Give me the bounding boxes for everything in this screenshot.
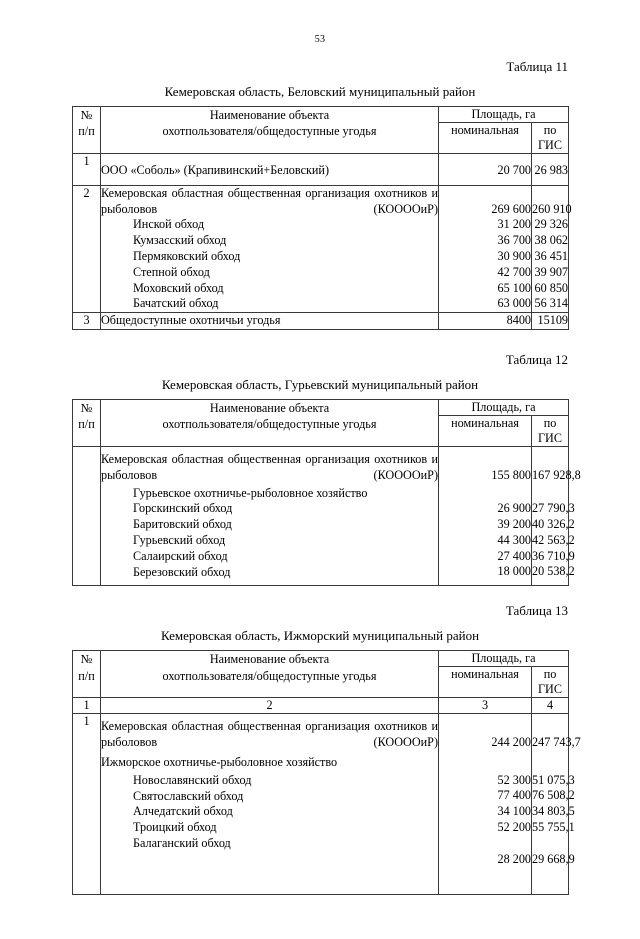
value-spacer — [532, 186, 568, 202]
table-caption-title: Кемеровская область, Ижморский муниципальный район — [160, 628, 480, 644]
row-name-group — [101, 185, 439, 312]
value-spacer — [439, 836, 531, 852]
table-row — [73, 154, 569, 186]
sub-row-name: Баритовский обход — [133, 517, 232, 532]
sub-row-name: Святославский обход — [133, 788, 244, 803]
row-group-label: Гурьевское охотничье-рыболовное хозяйство — [133, 485, 368, 500]
sub-row-name: Горскинский обход — [133, 501, 233, 516]
row-gis-group — [532, 185, 572, 312]
header-gis-cell: по ГИС — [532, 123, 569, 154]
header-gis-cell: по ГИС — [532, 667, 569, 698]
section-gap — [0, 586, 640, 603]
sub-row-nominal: 26 900 — [497, 501, 531, 516]
value-spacer — [439, 486, 531, 502]
row-number: 1 — [73, 154, 101, 186]
header-num-line1: № — [80, 108, 93, 122]
header-num-line1: № — [80, 401, 93, 416]
header-gis-cell: по ГИС — [532, 416, 569, 447]
sub-row-nominal: 18 000 — [497, 564, 531, 579]
table-caption-number: Таблица 12 — [505, 352, 568, 368]
table-caption-number: Таблица 11 — [506, 59, 568, 74]
row-nominal: 20 700 — [439, 154, 532, 186]
sub-row-nominal: 27 400 — [497, 548, 531, 563]
sub-row-nominal: 52 300 — [497, 772, 531, 787]
document-page — [0, 34, 640, 939]
row-nominal: 269 600 — [491, 201, 531, 216]
sub-row-nominal: 42 700 — [497, 264, 531, 279]
row-nominal-group — [439, 185, 532, 312]
table-block-12 — [72, 352, 581, 586]
row-gis: 167 928,8 — [532, 467, 581, 482]
sub-row-name: Балаганский обход — [133, 836, 231, 851]
value-spacer — [439, 452, 531, 468]
sub-row-nominal: 28 200 — [497, 851, 531, 866]
table-12 — [72, 399, 581, 586]
sub-row-name: Бачатский обход — [133, 296, 219, 311]
sub-row-gis: 36 710,9 — [532, 548, 575, 563]
header-name-line2: охотпользователя/общедоступные угодья — [162, 124, 377, 139]
sub-row-name: Моховский обход — [133, 280, 224, 295]
value-spacer — [439, 719, 531, 735]
table-11 — [72, 106, 572, 330]
sub-row-name: Гурьевский обход — [133, 533, 226, 548]
sub-row-nominal: 31 200 — [497, 217, 531, 232]
sub-row-gis: 38 062 — [534, 233, 569, 248]
row-gis: 260 910 — [532, 201, 572, 216]
header-name-line1: Наименование объекта — [209, 652, 330, 667]
row-name-group — [101, 447, 439, 586]
row-number: 3 — [73, 313, 101, 330]
sub-row-name: Троицкий обход — [133, 820, 217, 835]
table-column-index-row — [73, 698, 569, 714]
header-num-cell — [73, 107, 101, 154]
page-number: 53 — [314, 34, 326, 45]
table-header-row — [73, 651, 569, 667]
table-row — [73, 714, 569, 894]
table-block-13 — [72, 603, 581, 894]
sub-row-gis: 39 907 — [534, 264, 569, 279]
header-area-cell: Площадь, га — [439, 107, 569, 123]
column-index: 1 — [73, 698, 101, 714]
header-area-cell: Площадь, га — [439, 400, 569, 416]
sub-row-gis: 42 563,2 — [532, 532, 575, 547]
sub-row-gis: 27 790,3 — [532, 501, 575, 516]
value-spacer — [532, 836, 568, 852]
table-caption-title: Кемеровская область, Беловский муниципальный район — [164, 84, 476, 99]
column-index: 3 — [439, 698, 532, 714]
sub-row-gis: 51 075,3 — [532, 772, 575, 787]
row-name: Кемеровская областная общественная организация охотников и рыболовов (КООООиР) — [101, 185, 438, 216]
value-spacer — [439, 755, 531, 771]
header-num-line2: п/п — [78, 417, 95, 432]
table-block-11 — [72, 59, 572, 330]
header-name-line2: охотпользователя/общедоступные угодья — [162, 417, 377, 432]
table-caption-title: Кемеровская область, Гурьевский муниципальный район — [161, 377, 479, 393]
table-row — [73, 313, 569, 330]
sub-row-name: Салаирский обход — [133, 548, 228, 563]
header-area-cell: Площадь, га — [439, 651, 569, 667]
sub-row-nominal: 30 900 — [497, 248, 531, 263]
row-number: 1 — [73, 714, 101, 894]
sub-row-nominal: 34 100 — [497, 804, 531, 819]
value-spacer — [532, 486, 568, 502]
row-gis: 247 743,7 — [532, 735, 581, 750]
sub-row-name: Пермяковский обход — [133, 249, 241, 264]
header-name-line1: Наименование объекта — [209, 401, 330, 416]
value-spacer — [532, 452, 568, 468]
sub-row-gis: 40 326,2 — [532, 517, 575, 532]
sub-row-name: Инской обход — [133, 217, 205, 232]
table-row — [73, 447, 569, 586]
sub-row-gis: 76 508,2 — [532, 788, 575, 803]
row-nominal-group — [439, 447, 532, 586]
sub-row-nominal: 63 000 — [497, 296, 531, 311]
sub-row-nominal: 77 400 — [497, 788, 531, 803]
sub-row-nominal: 52 200 — [497, 820, 531, 835]
header-num-cell — [73, 400, 101, 447]
header-name-cell — [101, 400, 439, 447]
header-name-line1: Наименование объекта — [209, 108, 330, 122]
row-group-label: Ижморское охотничье-рыболовное хозяйство — [101, 755, 338, 770]
sub-row-gis: 20 538,2 — [532, 564, 575, 579]
header-nominal-cell: номинальная — [439, 416, 532, 447]
value-spacer — [532, 719, 568, 735]
table-caption-number: Таблица 13 — [505, 603, 568, 619]
column-index: 2 — [101, 698, 439, 714]
row-name: ООО «Соболь» (Крапивинский+Беловский) — [101, 154, 439, 186]
sub-row-gis: 60 850 — [534, 280, 569, 295]
row-number — [73, 447, 101, 586]
header-num-line2: п/п — [78, 668, 95, 683]
table-header-row — [73, 400, 569, 416]
row-name: Кемеровская областная общественная организация охотников и рыболовов (КООООиР) — [101, 719, 438, 750]
column-index: 4 — [532, 698, 569, 714]
sub-row-gis: 55 755,1 — [532, 820, 575, 835]
table-header-row — [73, 107, 569, 123]
sub-row-gis: 34 803,5 — [532, 804, 575, 819]
sub-row-gis: 36 451 — [534, 248, 569, 263]
section-gap — [0, 330, 640, 352]
row-nominal-group — [439, 714, 532, 894]
sub-row-nominal: 65 100 — [497, 280, 531, 295]
header-num-line1: № — [80, 652, 93, 667]
row-gis-group — [532, 447, 581, 586]
sub-row-nominal: 39 200 — [497, 517, 531, 532]
row-name: Кемеровская областная общественная организация охотников и рыболовов (КООООиР) — [101, 452, 438, 482]
header-name-cell — [101, 107, 439, 154]
sub-row-gis: 29 326 — [534, 217, 569, 232]
row-gis-group — [532, 714, 581, 894]
sub-row-name: Новославянский обход — [133, 772, 252, 787]
sub-row-name: Степной обход — [133, 264, 210, 279]
sub-row-name: Кумзасский обход — [133, 233, 227, 248]
table-13 — [72, 650, 581, 894]
table-row — [73, 185, 569, 312]
sub-row-name: Алчедатский обход — [133, 804, 233, 819]
row-name: Общедоступные охотничьи угодья — [101, 313, 439, 330]
value-spacer — [532, 755, 568, 771]
row-name-group — [101, 714, 439, 894]
row-gis: 15109 — [532, 313, 569, 330]
row-nominal: 8400 — [439, 313, 532, 330]
row-nominal: 155 800 — [491, 467, 531, 482]
sub-row-name: Березовский обход — [133, 564, 231, 579]
row-nominal: 244 200 — [491, 735, 531, 750]
row-gis: 26 983 — [532, 154, 569, 186]
header-num-line2: п/п — [78, 124, 95, 139]
header-name-cell — [101, 651, 439, 698]
sub-row-gis: 29 668,9 — [532, 851, 575, 866]
value-spacer — [439, 186, 531, 202]
header-nominal-cell: номинальная — [439, 123, 532, 154]
header-num-cell — [73, 651, 101, 698]
header-nominal-cell: номинальная — [439, 667, 532, 698]
sub-row-nominal: 44 300 — [497, 532, 531, 547]
header-name-line2: охотпользователя/общедоступные угодья — [162, 668, 377, 683]
row-number: 2 — [73, 185, 101, 312]
sub-row-nominal: 36 700 — [497, 233, 531, 248]
sub-row-gis: 56 314 — [534, 296, 569, 311]
